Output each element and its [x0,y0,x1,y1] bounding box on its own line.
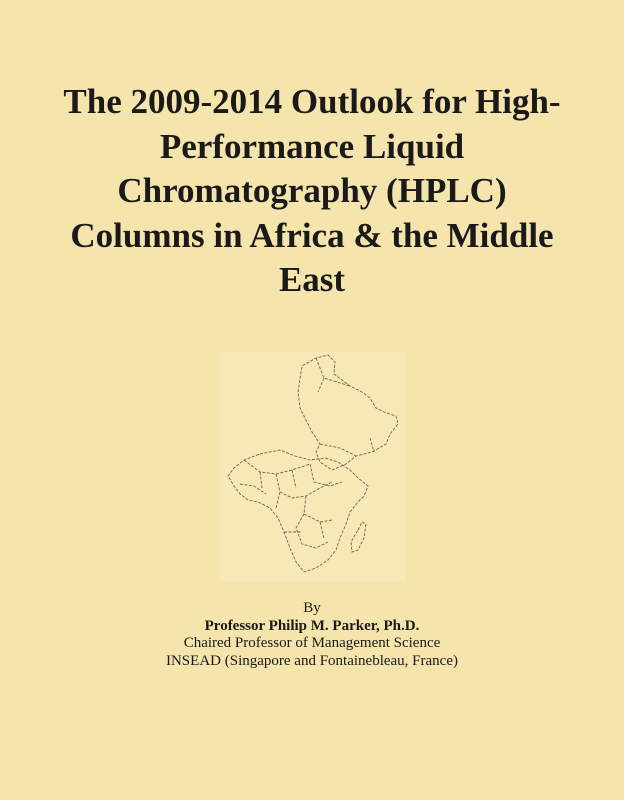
africa-borders [240,460,342,548]
africa-middle-east-map [220,352,405,582]
author-affiliation: INSEAD (Singapore and Fontainebleau, France) [165,652,458,669]
title-line: Columns in Africa & the Middle [70,215,554,255]
arabia-outline [298,355,398,470]
by-label: By [303,600,321,616]
arabia-borders [316,358,374,456]
book-title [0,80,624,303]
title-line: The 2009-2014 Outlook for High- [63,82,561,121]
title-line: Chromatography (HPLC) [117,171,507,210]
author-name: Professor Philip M. Parker, Ph.D. [204,617,420,634]
madagascar-outline [351,522,366,552]
author-block [0,600,624,670]
author-title: Chaired Professor of Management Science [183,635,441,651]
title-line: Performance Liquid [159,126,465,166]
title-line: East [278,260,346,299]
